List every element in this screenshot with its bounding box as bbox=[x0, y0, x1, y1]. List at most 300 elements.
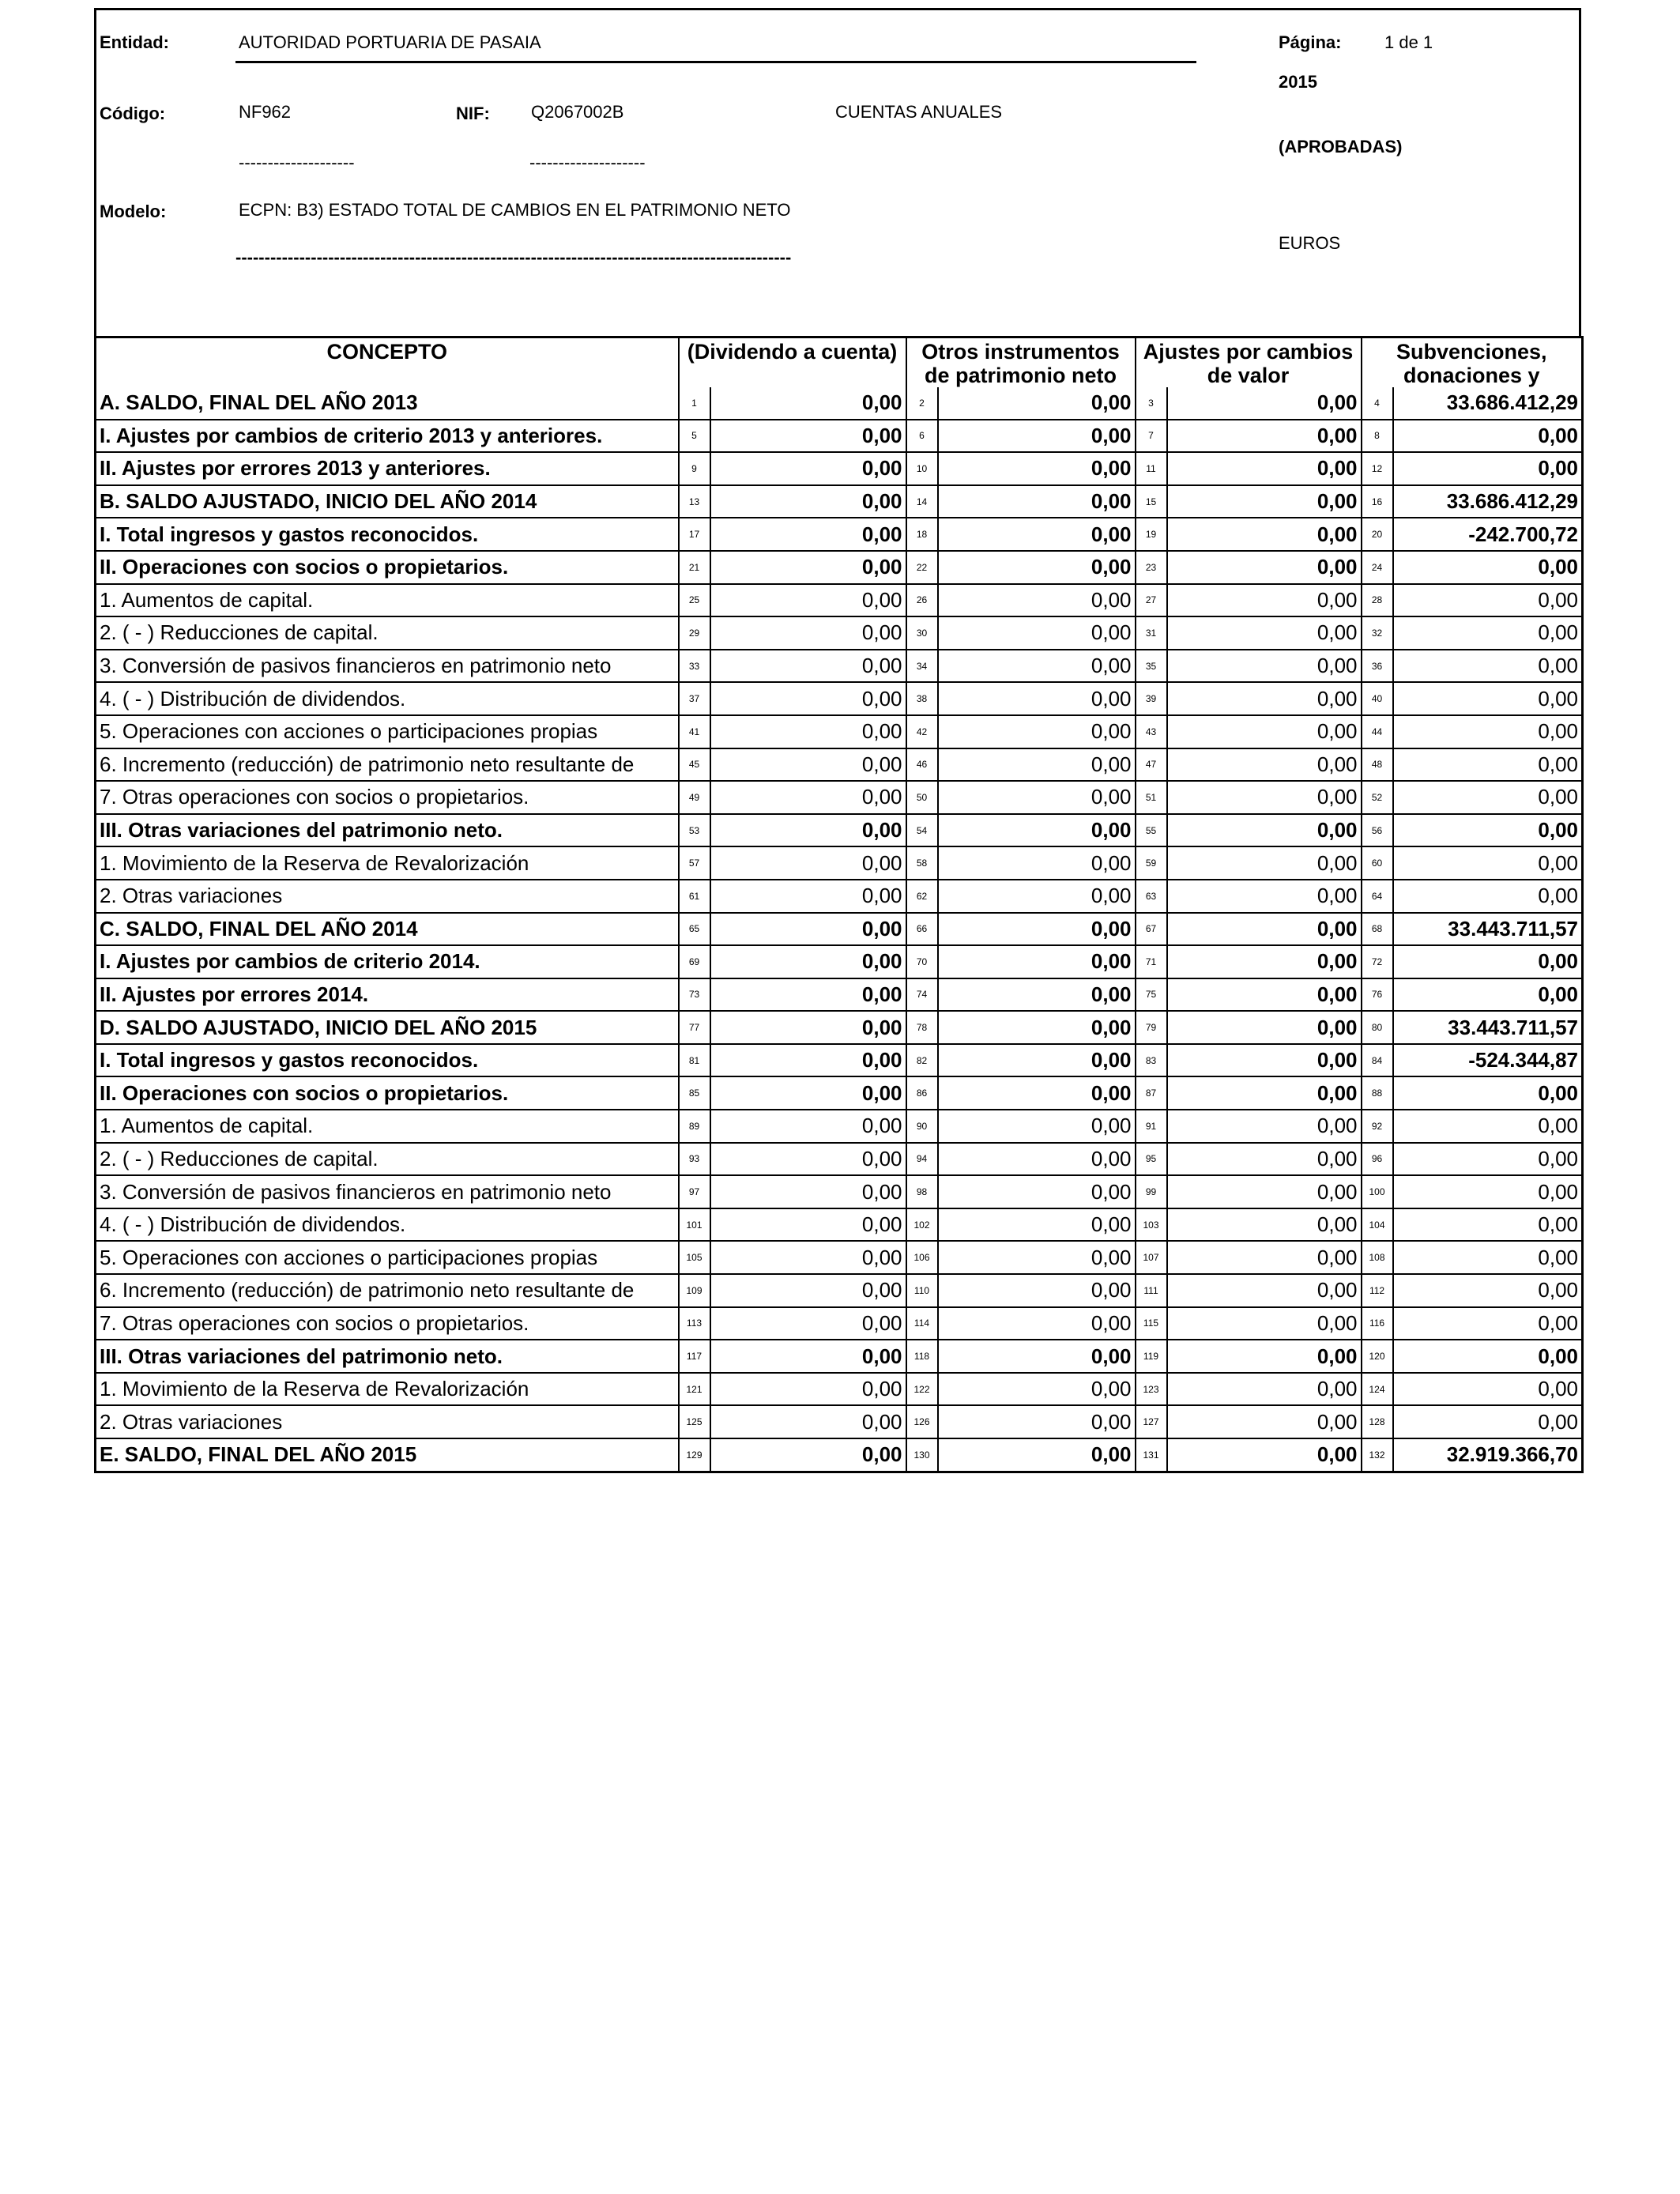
cell-value: 0,00 bbox=[1167, 880, 1362, 913]
cell-value: 0,00 bbox=[1167, 485, 1362, 518]
nif-dashes: -------------------- bbox=[529, 153, 646, 172]
cell-value: 0,00 bbox=[938, 387, 1136, 420]
cell-value: 0,00 bbox=[1167, 1241, 1362, 1274]
table-row bbox=[96, 518, 1583, 551]
table-row bbox=[96, 913, 1583, 946]
table-row bbox=[96, 551, 1583, 584]
cell-number: 124 bbox=[1362, 1373, 1393, 1406]
cell-number: 77 bbox=[679, 1011, 710, 1044]
row-concept: C. SALDO, FINAL DEL AÑO 2014 bbox=[96, 913, 679, 946]
cell-value: 0,00 bbox=[710, 1143, 906, 1176]
cell-value: 0,00 bbox=[710, 650, 906, 683]
cell-number: 82 bbox=[906, 1044, 938, 1077]
cell-number: 67 bbox=[1136, 913, 1167, 946]
cell-value: 0,00 bbox=[710, 682, 906, 715]
cell-value: 0,00 bbox=[1393, 715, 1583, 748]
cell-number: 118 bbox=[906, 1340, 938, 1373]
cell-number: 24 bbox=[1362, 551, 1393, 584]
cell-number: 102 bbox=[906, 1208, 938, 1242]
table-row bbox=[96, 420, 1583, 453]
cell-value: 0,00 bbox=[938, 1143, 1136, 1176]
cell-value: 0,00 bbox=[710, 1011, 906, 1044]
cell-value: 0,00 bbox=[710, 387, 906, 420]
cell-value: 33.443.711,57 bbox=[1393, 913, 1583, 946]
cell-value: 0,00 bbox=[938, 814, 1136, 847]
cell-number: 42 bbox=[906, 715, 938, 748]
cell-number: 114 bbox=[906, 1307, 938, 1340]
cell-value: 0,00 bbox=[710, 814, 906, 847]
row-concept: I. Ajustes por cambios de criterio 2014. bbox=[96, 945, 679, 978]
cell-number: 36 bbox=[1362, 650, 1393, 683]
cell-value: 0,00 bbox=[710, 1274, 906, 1307]
header-otros-instrumentos bbox=[906, 337, 1136, 388]
cell-number: 17 bbox=[679, 518, 710, 551]
table-row bbox=[96, 1405, 1583, 1438]
cell-number: 104 bbox=[1362, 1208, 1393, 1242]
cell-number: 51 bbox=[1136, 781, 1167, 814]
cell-number: 92 bbox=[1362, 1110, 1393, 1143]
cell-number: 58 bbox=[906, 846, 938, 880]
cell-value: 0,00 bbox=[1393, 978, 1583, 1012]
cell-value: 0,00 bbox=[938, 1110, 1136, 1143]
cell-value: 0,00 bbox=[1167, 551, 1362, 584]
cell-number: 122 bbox=[906, 1373, 938, 1406]
cell-value: 0,00 bbox=[938, 1011, 1136, 1044]
cell-number: 60 bbox=[1362, 846, 1393, 880]
table-row bbox=[96, 584, 1583, 617]
table-row bbox=[96, 1438, 1583, 1472]
table-row bbox=[96, 1143, 1583, 1176]
aprobadas-label: (APROBADAS) bbox=[1279, 137, 1403, 156]
cell-value: 0,00 bbox=[710, 1110, 906, 1143]
cell-number: 44 bbox=[1362, 715, 1393, 748]
row-concept: 7. Otras operaciones con socios o propietarios. bbox=[96, 1307, 679, 1340]
row-concept: 1. Movimiento de la Reserva de Revalorización bbox=[96, 1373, 679, 1406]
cell-value: 0,00 bbox=[938, 1076, 1136, 1110]
table-row bbox=[96, 682, 1583, 715]
cell-number: 86 bbox=[906, 1076, 938, 1110]
table-row bbox=[96, 978, 1583, 1012]
cell-number: 4 bbox=[1362, 387, 1393, 420]
cell-number: 8 bbox=[1362, 420, 1393, 453]
cell-value: 0,00 bbox=[710, 1044, 906, 1077]
cell-value: 0,00 bbox=[1167, 945, 1362, 978]
cell-number: 117 bbox=[679, 1340, 710, 1373]
row-concept: D. SALDO AJUSTADO, INICIO DEL AÑO 2015 bbox=[96, 1011, 679, 1044]
cell-value: 0,00 bbox=[1393, 814, 1583, 847]
cell-number: 74 bbox=[906, 978, 938, 1012]
cell-value: 0,00 bbox=[1393, 1241, 1583, 1274]
cell-value: 0,00 bbox=[710, 1076, 906, 1110]
cell-number: 40 bbox=[1362, 682, 1393, 715]
entidad-value: AUTORIDAD PORTUARIA DE PASAIA bbox=[239, 32, 541, 52]
table-header-row bbox=[96, 337, 1583, 388]
row-concept: 1. Aumentos de capital. bbox=[96, 584, 679, 617]
cell-value: 0,00 bbox=[1167, 420, 1362, 453]
cell-value: 0,00 bbox=[938, 485, 1136, 518]
cell-number: 18 bbox=[906, 518, 938, 551]
cell-number: 41 bbox=[679, 715, 710, 748]
table-row bbox=[96, 1110, 1583, 1143]
cell-number: 13 bbox=[679, 485, 710, 518]
cell-value: 0,00 bbox=[1167, 452, 1362, 485]
cell-number: 68 bbox=[1362, 913, 1393, 946]
cell-number: 16 bbox=[1362, 485, 1393, 518]
row-concept: 5. Operaciones con acciones o participaciones propias bbox=[96, 715, 679, 748]
cell-number: 37 bbox=[679, 682, 710, 715]
row-concept: III. Otras variaciones del patrimonio neto. bbox=[96, 814, 679, 847]
row-concept: E. SALDO, FINAL DEL AÑO 2015 bbox=[96, 1438, 679, 1472]
cell-value: 0,00 bbox=[938, 781, 1136, 814]
cell-value: 0,00 bbox=[1167, 1175, 1362, 1208]
cell-number: 54 bbox=[906, 814, 938, 847]
report-year: 2015 bbox=[1279, 72, 1317, 92]
cell-number: 123 bbox=[1136, 1373, 1167, 1406]
cell-number: 66 bbox=[906, 913, 938, 946]
cell-number: 46 bbox=[906, 748, 938, 782]
cell-value: 33.686.412,29 bbox=[1393, 387, 1583, 420]
cell-value: 0,00 bbox=[1393, 452, 1583, 485]
cell-number: 20 bbox=[1362, 518, 1393, 551]
cell-value: 0,00 bbox=[710, 584, 906, 617]
header-otros-line1: Otros instrumentos bbox=[921, 340, 1120, 364]
cell-value: 0,00 bbox=[710, 1373, 906, 1406]
cell-number: 38 bbox=[906, 682, 938, 715]
cell-number: 87 bbox=[1136, 1076, 1167, 1110]
cell-number: 72 bbox=[1362, 945, 1393, 978]
header-otros-line2: de patrimonio neto bbox=[925, 364, 1117, 387]
row-concept: II. Operaciones con socios o propietarios. bbox=[96, 1076, 679, 1110]
table-row bbox=[96, 781, 1583, 814]
row-concept: 7. Otras operaciones con socios o propietarios. bbox=[96, 781, 679, 814]
cell-number: 125 bbox=[679, 1405, 710, 1438]
cell-value: 0,00 bbox=[710, 1340, 906, 1373]
cell-value: 0,00 bbox=[1167, 846, 1362, 880]
row-concept: 3. Conversión de pasivos financieros en patrimonio neto bbox=[96, 1175, 679, 1208]
cell-number: 103 bbox=[1136, 1208, 1167, 1242]
cell-number: 22 bbox=[906, 551, 938, 584]
cell-number: 28 bbox=[1362, 584, 1393, 617]
table-row bbox=[96, 715, 1583, 748]
cell-number: 130 bbox=[906, 1438, 938, 1472]
row-concept: 2. ( - ) Reducciones de capital. bbox=[96, 1143, 679, 1176]
cell-number: 11 bbox=[1136, 452, 1167, 485]
cell-number: 3 bbox=[1136, 387, 1167, 420]
codigo-label: Código: bbox=[100, 104, 166, 123]
cell-number: 70 bbox=[906, 945, 938, 978]
cell-number: 116 bbox=[1362, 1307, 1393, 1340]
cell-number: 21 bbox=[679, 551, 710, 584]
cell-value: 0,00 bbox=[1167, 748, 1362, 782]
cell-value: 0,00 bbox=[1393, 551, 1583, 584]
cell-value: 0,00 bbox=[938, 748, 1136, 782]
cell-number: 15 bbox=[1136, 485, 1167, 518]
cell-number: 129 bbox=[679, 1438, 710, 1472]
cell-number: 33 bbox=[679, 650, 710, 683]
table-row bbox=[96, 1175, 1583, 1208]
cell-value: 0,00 bbox=[938, 978, 1136, 1012]
cell-number: 19 bbox=[1136, 518, 1167, 551]
cell-number: 48 bbox=[1362, 748, 1393, 782]
cell-value: 0,00 bbox=[710, 518, 906, 551]
cell-number: 89 bbox=[679, 1110, 710, 1143]
cell-value: 0,00 bbox=[1393, 1405, 1583, 1438]
cell-number: 76 bbox=[1362, 978, 1393, 1012]
cell-number: 31 bbox=[1136, 616, 1167, 650]
cell-value: 0,00 bbox=[710, 1241, 906, 1274]
cell-number: 53 bbox=[679, 814, 710, 847]
cell-value: 0,00 bbox=[938, 452, 1136, 485]
cell-value: 0,00 bbox=[1167, 814, 1362, 847]
cell-number: 27 bbox=[1136, 584, 1167, 617]
cell-number: 107 bbox=[1136, 1241, 1167, 1274]
cell-number: 45 bbox=[679, 748, 710, 782]
cell-number: 93 bbox=[679, 1143, 710, 1176]
row-concept: I. Total ingresos y gastos reconocidos. bbox=[96, 1044, 679, 1077]
cell-number: 95 bbox=[1136, 1143, 1167, 1176]
row-concept: 5. Operaciones con acciones o participaciones propias bbox=[96, 1241, 679, 1274]
table-row bbox=[96, 1011, 1583, 1044]
row-concept: 3. Conversión de pasivos financieros en patrimonio neto bbox=[96, 650, 679, 683]
cell-value: 0,00 bbox=[1167, 518, 1362, 551]
row-concept: II. Ajustes por errores 2014. bbox=[96, 978, 679, 1012]
cell-value: 32.919.366,70 bbox=[1393, 1438, 1583, 1472]
cell-value: 0,00 bbox=[1167, 1340, 1362, 1373]
cell-value: 0,00 bbox=[1393, 1208, 1583, 1242]
cell-number: 43 bbox=[1136, 715, 1167, 748]
cell-value: 0,00 bbox=[1393, 616, 1583, 650]
cell-value: 0,00 bbox=[938, 1208, 1136, 1242]
cell-number: 101 bbox=[679, 1208, 710, 1242]
header-subvenciones-line1: Subvenciones, bbox=[1396, 340, 1547, 364]
cell-value: 0,00 bbox=[710, 1175, 906, 1208]
cell-value: 0,00 bbox=[938, 1044, 1136, 1077]
table-body bbox=[96, 387, 1583, 1472]
cell-value: 0,00 bbox=[938, 518, 1136, 551]
cell-number: 71 bbox=[1136, 945, 1167, 978]
cell-number: 49 bbox=[679, 781, 710, 814]
cell-value: 0,00 bbox=[1167, 715, 1362, 748]
cell-value: 0,00 bbox=[1167, 1110, 1362, 1143]
modelo-value: ECPN: B3) ESTADO TOTAL DE CAMBIOS EN EL PATRIMONIO NETO bbox=[239, 200, 791, 220]
cell-value: 0,00 bbox=[938, 1307, 1136, 1340]
report-header bbox=[94, 8, 1581, 336]
cell-number: 7 bbox=[1136, 420, 1167, 453]
cell-number: 132 bbox=[1362, 1438, 1393, 1472]
cell-number: 91 bbox=[1136, 1110, 1167, 1143]
cell-number: 131 bbox=[1136, 1438, 1167, 1472]
cell-value: 0,00 bbox=[710, 913, 906, 946]
cell-number: 99 bbox=[1136, 1175, 1167, 1208]
cell-number: 94 bbox=[906, 1143, 938, 1176]
table-row bbox=[96, 1307, 1583, 1340]
cell-value: 0,00 bbox=[938, 1340, 1136, 1373]
cell-number: 10 bbox=[906, 452, 938, 485]
row-concept: I. Total ingresos y gastos reconocidos. bbox=[96, 518, 679, 551]
cell-number: 96 bbox=[1362, 1143, 1393, 1176]
cell-number: 106 bbox=[906, 1241, 938, 1274]
table-row bbox=[96, 1044, 1583, 1077]
row-concept: 6. Incremento (reducción) de patrimonio neto resultante de bbox=[96, 1274, 679, 1307]
cell-value: 0,00 bbox=[710, 1307, 906, 1340]
row-concept: 4. ( - ) Distribución de dividendos. bbox=[96, 682, 679, 715]
cell-value: 0,00 bbox=[938, 913, 1136, 946]
cell-number: 97 bbox=[679, 1175, 710, 1208]
header-ajustes-line2: de valor bbox=[1207, 364, 1290, 387]
codigo-value: NF962 bbox=[239, 102, 292, 122]
cell-value: 0,00 bbox=[1393, 1175, 1583, 1208]
row-concept: I. Ajustes por cambios de criterio 2013 y anteriores. bbox=[96, 420, 679, 453]
cell-number: 26 bbox=[906, 584, 938, 617]
nif-label: NIF: bbox=[456, 104, 490, 123]
cell-number: 12 bbox=[1362, 452, 1393, 485]
cell-number: 23 bbox=[1136, 551, 1167, 584]
cell-number: 119 bbox=[1136, 1340, 1167, 1373]
cell-number: 109 bbox=[679, 1274, 710, 1307]
cell-number: 81 bbox=[679, 1044, 710, 1077]
report-sheet bbox=[94, 8, 1581, 1473]
cell-value: 0,00 bbox=[1393, 1076, 1583, 1110]
cell-value: 0,00 bbox=[1167, 978, 1362, 1012]
row-concept: B. SALDO AJUSTADO, INICIO DEL AÑO 2014 bbox=[96, 485, 679, 518]
pagina-value: 1 de 1 bbox=[1384, 32, 1433, 52]
cuentas-anuales: CUENTAS ANUALES bbox=[835, 102, 1003, 122]
cell-value: 0,00 bbox=[1167, 1274, 1362, 1307]
cell-value: 0,00 bbox=[938, 616, 1136, 650]
cell-number: 52 bbox=[1362, 781, 1393, 814]
cell-value: 0,00 bbox=[710, 978, 906, 1012]
table-row bbox=[96, 616, 1583, 650]
cell-number: 108 bbox=[1362, 1241, 1393, 1274]
cell-number: 75 bbox=[1136, 978, 1167, 1012]
cell-number: 126 bbox=[906, 1405, 938, 1438]
cell-value: 0,00 bbox=[710, 846, 906, 880]
cell-number: 32 bbox=[1362, 616, 1393, 650]
cell-value: 0,00 bbox=[1167, 682, 1362, 715]
row-concept: 4. ( - ) Distribución de dividendos. bbox=[96, 1208, 679, 1242]
cell-value: 0,00 bbox=[1393, 420, 1583, 453]
cell-number: 59 bbox=[1136, 846, 1167, 880]
header-concepto: CONCEPTO bbox=[96, 337, 679, 388]
cell-number: 47 bbox=[1136, 748, 1167, 782]
table-row bbox=[96, 1208, 1583, 1242]
cell-number: 120 bbox=[1362, 1340, 1393, 1373]
cell-value: 0,00 bbox=[1393, 1110, 1583, 1143]
cell-number: 55 bbox=[1136, 814, 1167, 847]
cell-value: 0,00 bbox=[710, 781, 906, 814]
cell-value: 0,00 bbox=[1393, 1307, 1583, 1340]
cell-value: 0,00 bbox=[938, 1175, 1136, 1208]
euros-label: EUROS bbox=[1279, 233, 1341, 253]
nif-value: Q2067002B bbox=[531, 102, 624, 122]
cell-value: 0,00 bbox=[1393, 880, 1583, 913]
cell-number: 65 bbox=[679, 913, 710, 946]
cell-value: 0,00 bbox=[1167, 1405, 1362, 1438]
row-concept: A. SALDO, FINAL DEL AÑO 2013 bbox=[96, 387, 679, 420]
cell-value: 0,00 bbox=[938, 880, 1136, 913]
cell-number: 30 bbox=[906, 616, 938, 650]
row-concept: 1. Movimiento de la Reserva de Revalorización bbox=[96, 846, 679, 880]
entidad-underline bbox=[235, 61, 1196, 63]
cell-value: 33.686.412,29 bbox=[1393, 485, 1583, 518]
table-row bbox=[96, 485, 1583, 518]
modelo-dashes: ------------------------------------------------------------------------------------------------ bbox=[235, 247, 792, 267]
table-row bbox=[96, 880, 1583, 913]
cell-value: 0,00 bbox=[710, 1405, 906, 1438]
cell-number: 83 bbox=[1136, 1044, 1167, 1077]
table-row bbox=[96, 846, 1583, 880]
cell-value: 0,00 bbox=[1393, 945, 1583, 978]
row-concept: III. Otras variaciones del patrimonio neto. bbox=[96, 1340, 679, 1373]
cell-number: 111 bbox=[1136, 1274, 1167, 1307]
header-dividendo: (Dividendo a cuenta) bbox=[679, 337, 906, 388]
cell-value: 0,00 bbox=[1167, 1373, 1362, 1406]
cell-value: 0,00 bbox=[1167, 1143, 1362, 1176]
cell-value: 0,00 bbox=[938, 551, 1136, 584]
cell-value: -524.344,87 bbox=[1393, 1044, 1583, 1077]
cell-value: 0,00 bbox=[1167, 616, 1362, 650]
cell-value: 0,00 bbox=[1167, 1208, 1362, 1242]
table-row bbox=[96, 748, 1583, 782]
cell-value: 0,00 bbox=[938, 1438, 1136, 1472]
cell-number: 110 bbox=[906, 1274, 938, 1307]
table-row bbox=[96, 1076, 1583, 1110]
cell-number: 85 bbox=[679, 1076, 710, 1110]
cell-number: 9 bbox=[679, 452, 710, 485]
cell-number: 100 bbox=[1362, 1175, 1393, 1208]
cell-value: 0,00 bbox=[1167, 1011, 1362, 1044]
cell-value: 0,00 bbox=[1393, 748, 1583, 782]
pagina-label: Página: bbox=[1279, 32, 1342, 52]
cell-value: 0,00 bbox=[1167, 1438, 1362, 1472]
entidad-label: Entidad: bbox=[100, 32, 169, 52]
cell-value: 0,00 bbox=[1393, 846, 1583, 880]
cell-value: -242.700,72 bbox=[1393, 518, 1583, 551]
cell-number: 34 bbox=[906, 650, 938, 683]
cell-number: 50 bbox=[906, 781, 938, 814]
cell-value: 0,00 bbox=[1167, 1044, 1362, 1077]
cell-value: 0,00 bbox=[938, 715, 1136, 748]
cell-value: 0,00 bbox=[710, 880, 906, 913]
cell-value: 0,00 bbox=[1393, 682, 1583, 715]
cell-number: 62 bbox=[906, 880, 938, 913]
cell-number: 98 bbox=[906, 1175, 938, 1208]
header-subvenciones-line2: donaciones y bbox=[1403, 364, 1540, 387]
cell-number: 29 bbox=[679, 616, 710, 650]
cell-value: 0,00 bbox=[710, 715, 906, 748]
cell-value: 0,00 bbox=[938, 1241, 1136, 1274]
cell-value: 0,00 bbox=[938, 584, 1136, 617]
cell-value: 0,00 bbox=[938, 945, 1136, 978]
cell-number: 127 bbox=[1136, 1405, 1167, 1438]
cell-value: 0,00 bbox=[1167, 781, 1362, 814]
row-concept: II. Operaciones con socios o propietarios. bbox=[96, 551, 679, 584]
row-concept: 2. Otras variaciones bbox=[96, 1405, 679, 1438]
cell-value: 0,00 bbox=[710, 748, 906, 782]
cell-number: 57 bbox=[679, 846, 710, 880]
cell-number: 121 bbox=[679, 1373, 710, 1406]
cell-value: 0,00 bbox=[938, 420, 1136, 453]
row-concept: 6. Incremento (reducción) de patrimonio neto resultante de bbox=[96, 748, 679, 782]
cell-number: 5 bbox=[679, 420, 710, 453]
cell-value: 0,00 bbox=[710, 420, 906, 453]
cell-value: 0,00 bbox=[1393, 781, 1583, 814]
table-row bbox=[96, 1373, 1583, 1406]
cell-value: 0,00 bbox=[1167, 1307, 1362, 1340]
cell-value: 0,00 bbox=[1393, 1373, 1583, 1406]
cell-value: 0,00 bbox=[1167, 1076, 1362, 1110]
row-concept: 2. ( - ) Reducciones de capital. bbox=[96, 616, 679, 650]
